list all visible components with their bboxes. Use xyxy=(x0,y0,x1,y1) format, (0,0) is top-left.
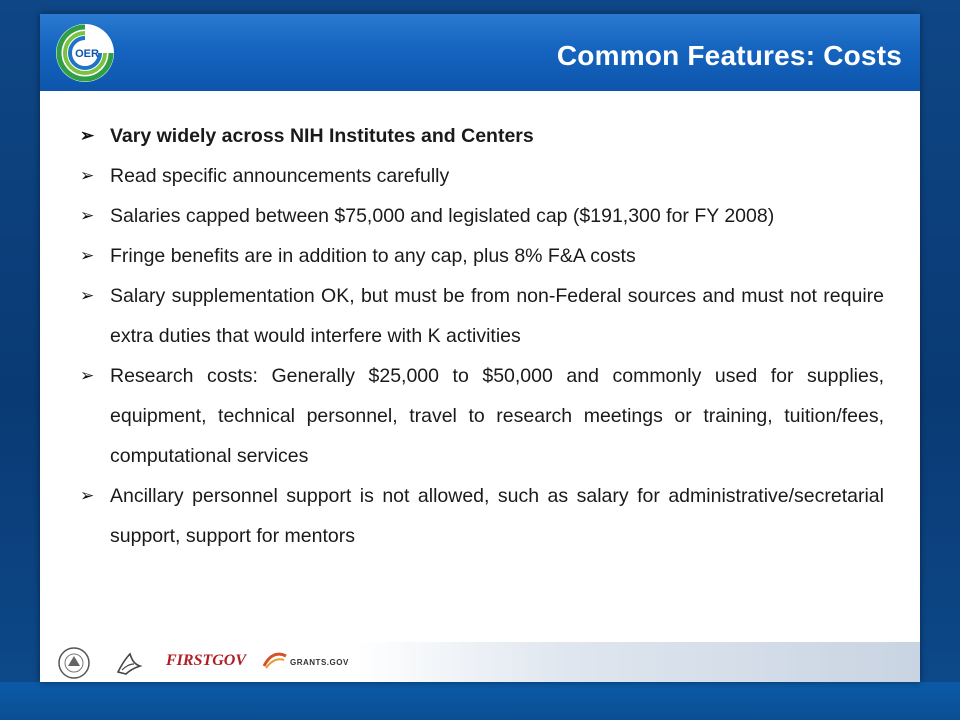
slide xyxy=(40,14,920,682)
bullet-item xyxy=(74,356,884,476)
bullet-text: Ancillary personnel support is not allowed, such as salary for administrative/secretarial support, support for mentors xyxy=(110,485,884,547)
hhs-eagle-logo xyxy=(112,646,146,680)
arrow-bullet-icon: ➢ xyxy=(80,246,95,265)
oer-logo xyxy=(54,22,116,84)
bullet-text: Salaries capped between $75,000 and legislated cap ($191,300 for FY 2008) xyxy=(110,205,775,227)
grants-swoosh-icon xyxy=(262,650,288,670)
bullet-item xyxy=(74,476,884,556)
bullet-list xyxy=(74,116,884,556)
bullet-text: Salary supplementation OK, but must be from non-Federal sources and must not require extra duties that would interfere with K activities xyxy=(110,285,884,347)
bullet-item xyxy=(74,116,884,156)
svg-text:OER: OER xyxy=(75,48,99,60)
arrow-bullet-icon: ➢ xyxy=(80,206,95,225)
bullet-item xyxy=(74,156,884,196)
bullet-text: Research costs: Generally $25,000 to $50,000 and commonly used for supplies, equipment, technical personnel, travel to research meetings or training, tuition/fees, computational services xyxy=(110,365,884,467)
grants-gov-logo: GRANTS.GOV xyxy=(262,648,372,678)
bullet-text: Vary widely across NIH Institutes and Centers xyxy=(110,125,534,147)
footer-logo-strip xyxy=(40,642,920,682)
bottom-strip xyxy=(0,682,960,720)
bullet-item xyxy=(74,196,884,236)
bullet-item xyxy=(74,236,884,276)
page-title: Common Features: Costs xyxy=(556,40,902,71)
bullet-item xyxy=(74,276,884,356)
title-bar xyxy=(40,14,920,91)
firstgov-logo: FIRSTGOV xyxy=(166,652,247,669)
arrow-bullet-icon: ➢ xyxy=(80,166,95,185)
bullet-text: Read specific announcements carefully xyxy=(110,165,450,187)
arrow-bullet-icon: ➢ xyxy=(80,286,95,305)
arrow-bullet-icon: ➢ xyxy=(80,486,95,505)
bullet-text: Fringe benefits are in addition to any cap, plus 8% F&A costs xyxy=(110,245,636,267)
arrow-bullet-icon: ➢ xyxy=(80,366,95,385)
arrow-bullet-icon: ➢ xyxy=(80,126,95,145)
nih-seal-logo xyxy=(54,646,94,680)
